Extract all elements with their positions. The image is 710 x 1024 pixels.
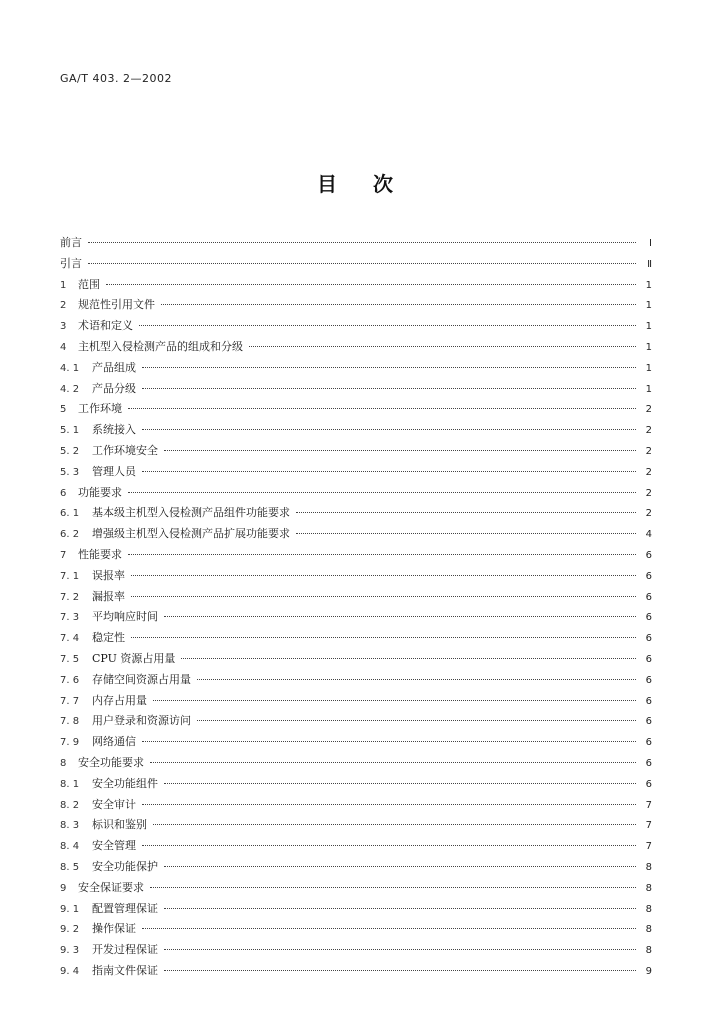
- toc-entry[interactable]: [60, 566, 652, 587]
- toc-entry-number: 5. 3: [60, 466, 80, 478]
- toc-entry[interactable]: [60, 815, 652, 836]
- toc-entry-number: 9. 3: [60, 945, 80, 957]
- toc-entry-label: 管理人员: [92, 464, 136, 478]
- toc-entry-number: 7. 4: [60, 633, 80, 645]
- toc-entry[interactable]: [60, 358, 652, 379]
- toc-dot-leader: [197, 720, 636, 721]
- toc-entry[interactable]: [60, 795, 652, 816]
- toc-entry[interactable]: [60, 711, 652, 732]
- toc-entry-label: 引言: [60, 256, 82, 270]
- toc-entry-page: 6: [645, 549, 652, 561]
- toc-entry-label: 安全功能保护: [92, 859, 158, 873]
- toc-entry-number: 7. 7: [60, 695, 80, 707]
- toc-dot-leader: [150, 762, 636, 763]
- toc-dot-leader: [142, 388, 636, 389]
- toc-entry[interactable]: [60, 940, 652, 961]
- toc-entry[interactable]: [60, 254, 652, 275]
- toc-entry-label: 功能要求: [78, 485, 122, 499]
- toc-entry-page: 2: [645, 404, 652, 416]
- toc-entry-page: 6: [645, 778, 652, 790]
- toc-dot-leader: [164, 616, 636, 617]
- toc-entry-label: 系统接入: [92, 423, 136, 437]
- toc-dot-leader: [150, 887, 636, 888]
- toc-entry-label: 平均响应时间: [92, 610, 158, 624]
- toc-entry-page: 1: [645, 279, 652, 291]
- toc-entry-page: 6: [645, 674, 652, 686]
- toc-entry-number: 9. 1: [60, 903, 80, 915]
- toc-entry-page: 7: [645, 799, 652, 811]
- toc-entry[interactable]: [60, 275, 652, 296]
- toc-entry[interactable]: [60, 836, 652, 857]
- toc-entry-label: 稳定性: [92, 631, 125, 645]
- toc-entry-number: 5: [60, 404, 67, 416]
- table-of-contents: [60, 233, 652, 982]
- toc-entry-label: 产品分级: [92, 381, 136, 395]
- toc-entry-page: 2: [645, 508, 652, 520]
- toc-dot-leader: [131, 637, 636, 638]
- toc-dot-leader: [249, 346, 636, 347]
- toc-dot-leader: [131, 596, 636, 597]
- toc-dot-leader: [153, 700, 636, 701]
- toc-entry-page: 2: [645, 445, 652, 457]
- toc-dot-leader: [88, 263, 636, 264]
- toc-dot-leader: [164, 908, 636, 909]
- title-char-1: 目: [317, 172, 337, 196]
- toc-entry-number: 7. 2: [60, 591, 80, 603]
- toc-entry[interactable]: [60, 961, 652, 982]
- page-title: [0, 168, 710, 197]
- toc-entry-number: 8. 1: [60, 778, 80, 790]
- toc-entry-number: 5. 2: [60, 445, 80, 457]
- toc-entry-number: 4. 1: [60, 362, 80, 374]
- toc-entry-number: 3: [60, 321, 67, 333]
- toc-entry-label: 规范性引用文件: [78, 298, 155, 312]
- title-char-2: 次: [373, 172, 393, 196]
- toc-entry-label: 指南文件保证: [92, 963, 158, 977]
- toc-entry[interactable]: [60, 295, 652, 316]
- toc-dot-leader: [142, 928, 636, 929]
- toc-entry[interactable]: [60, 483, 652, 504]
- toc-entry-number: 1: [60, 279, 67, 291]
- toc-dot-leader: [142, 845, 636, 846]
- toc-entry-label: 工作环境安全: [92, 443, 158, 457]
- toc-entry-label: 主机型入侵检测产品的组成和分级: [78, 339, 243, 353]
- toc-dot-leader: [296, 533, 636, 534]
- toc-dot-leader: [106, 284, 636, 285]
- toc-entry-number: 7. 5: [60, 653, 80, 665]
- toc-entry[interactable]: [60, 524, 652, 545]
- toc-entry[interactable]: [60, 337, 652, 358]
- toc-entry-label: CPU 资源占用量: [92, 651, 176, 665]
- toc-entry[interactable]: [60, 857, 652, 878]
- toc-entry-page: 9: [645, 965, 652, 977]
- toc-entry-page: 2: [645, 487, 652, 499]
- toc-entry-label: 操作保证: [92, 922, 136, 936]
- toc-entry-page: 1: [645, 321, 652, 333]
- toc-dot-leader: [164, 970, 636, 971]
- toc-entry-number: 5. 1: [60, 425, 80, 437]
- toc-dot-leader: [142, 367, 636, 368]
- toc-entry[interactable]: [60, 670, 652, 691]
- toc-entry-page: 6: [645, 653, 652, 665]
- toc-entry-number: 4: [60, 341, 67, 353]
- toc-entry-label: 标识和鉴别: [92, 818, 147, 832]
- toc-entry-label: 安全审计: [92, 797, 136, 811]
- toc-entry-number: 7. 6: [60, 674, 80, 686]
- toc-entry-label: 误报率: [92, 568, 125, 582]
- toc-entry-page: 1: [645, 362, 652, 374]
- toc-entry[interactable]: [60, 462, 652, 483]
- toc-entry-number: 2: [60, 300, 67, 312]
- toc-entry-page: Ⅰ: [649, 238, 652, 249]
- toc-entry-label: 工作环境: [78, 402, 122, 416]
- toc-entry-number: 6. 1: [60, 508, 80, 520]
- toc-entry[interactable]: [60, 545, 652, 566]
- toc-entry[interactable]: [60, 899, 652, 920]
- toc-entry-page: 4: [645, 529, 652, 541]
- toc-entry[interactable]: [60, 878, 652, 899]
- toc-entry[interactable]: [60, 316, 652, 337]
- toc-entry-label: 内存占用量: [92, 693, 147, 707]
- toc-entry-page: 6: [645, 757, 652, 769]
- toc-entry-number: 8. 5: [60, 861, 80, 873]
- toc-entry-label: 产品组成: [92, 360, 136, 374]
- toc-entry-number: 4. 2: [60, 383, 80, 395]
- toc-entry-number: 7. 1: [60, 570, 80, 582]
- toc-entry-number: 6. 2: [60, 529, 80, 541]
- toc-entry-page: 6: [645, 716, 652, 728]
- toc-entry-page: 8: [645, 882, 652, 894]
- toc-entry[interactable]: [60, 379, 652, 400]
- toc-entry-number: 8: [60, 757, 67, 769]
- toc-entry-page: 8: [645, 945, 652, 957]
- toc-entry[interactable]: [60, 420, 652, 441]
- toc-dot-leader: [128, 408, 636, 409]
- toc-dot-leader: [88, 242, 636, 243]
- toc-entry-page: 8: [645, 924, 652, 936]
- toc-dot-leader: [296, 512, 636, 513]
- toc-entry-number: 8. 4: [60, 841, 80, 853]
- toc-entry-page: Ⅱ: [647, 258, 652, 270]
- toc-entry-number: 9: [60, 882, 67, 894]
- toc-entry-label: 安全功能组件: [92, 776, 158, 790]
- toc-entry-page: 6: [645, 695, 652, 707]
- toc-entry-number: 9. 4: [60, 965, 80, 977]
- toc-entry-page: 7: [645, 820, 652, 832]
- toc-dot-leader: [197, 679, 636, 680]
- toc-entry-page: 8: [645, 903, 652, 915]
- toc-dot-leader: [139, 325, 636, 326]
- toc-entry-page: 2: [645, 466, 652, 478]
- toc-entry-number: 6: [60, 487, 67, 499]
- toc-entry-page: 7: [645, 841, 652, 853]
- toc-entry-page: 1: [645, 300, 652, 312]
- toc-entry[interactable]: [60, 503, 652, 524]
- toc-dot-leader: [128, 554, 636, 555]
- toc-dot-leader: [131, 575, 636, 576]
- toc-entry-label: 存储空间资源占用量: [92, 672, 191, 686]
- toc-dot-leader: [164, 783, 636, 784]
- toc-entry-label: 配置管理保证: [92, 901, 158, 915]
- toc-entry-page: 6: [645, 737, 652, 749]
- toc-entry[interactable]: [60, 774, 652, 795]
- toc-entry[interactable]: [60, 753, 652, 774]
- toc-entry-number: 8. 2: [60, 799, 80, 811]
- toc-entry-number: 7. 9: [60, 737, 80, 749]
- toc-dot-leader: [142, 471, 636, 472]
- toc-dot-leader: [142, 741, 636, 742]
- toc-dot-leader: [164, 949, 636, 950]
- toc-entry-number: 7. 3: [60, 612, 80, 624]
- toc-entry-number: 9. 2: [60, 924, 80, 936]
- toc-entry-number: 7: [60, 549, 67, 561]
- toc-dot-leader: [164, 450, 636, 451]
- toc-dot-leader: [128, 492, 636, 493]
- toc-entry[interactable]: [60, 607, 652, 628]
- toc-entry[interactable]: [60, 919, 652, 940]
- toc-entry-label: 安全功能要求: [78, 755, 144, 769]
- toc-entry[interactable]: [60, 649, 652, 670]
- toc-entry-label: 网络通信: [92, 735, 136, 749]
- toc-entry-label: 性能要求: [78, 547, 122, 561]
- toc-dot-leader: [164, 866, 636, 867]
- toc-entry[interactable]: [60, 587, 652, 608]
- toc-dot-leader: [161, 304, 636, 305]
- toc-entry[interactable]: [60, 399, 652, 420]
- toc-entry-page: 6: [645, 612, 652, 624]
- toc-entry-label: 开发过程保证: [92, 943, 158, 957]
- toc-entry-label: 安全保证要求: [78, 880, 144, 894]
- toc-entry-label: 范围: [78, 277, 100, 291]
- toc-entry-label: 安全管理: [92, 839, 136, 853]
- toc-entry-label: 漏报率: [92, 589, 125, 603]
- toc-entry[interactable]: [60, 732, 652, 753]
- toc-entry-page: 6: [645, 570, 652, 582]
- toc-entry[interactable]: [60, 233, 652, 254]
- toc-dot-leader: [142, 804, 636, 805]
- toc-entry-number: 7. 8: [60, 716, 80, 728]
- toc-entry-page: 6: [645, 633, 652, 645]
- standard-code: GA/T 403. 2—2002: [60, 72, 172, 85]
- toc-entry-page: 2: [645, 425, 652, 437]
- toc-entry-label: 前言: [60, 236, 82, 249]
- toc-entry-label: 术语和定义: [78, 319, 133, 333]
- toc-entry-page: 1: [645, 341, 652, 353]
- toc-entry-page: 8: [645, 861, 652, 873]
- toc-entry-number: 8. 3: [60, 820, 80, 832]
- toc-entry[interactable]: [60, 441, 652, 462]
- toc-entry-label: 用户登录和资源访问: [92, 714, 191, 728]
- toc-entry-page: 6: [645, 591, 652, 603]
- toc-entry-label: 基本级主机型入侵检测产品组件功能要求: [92, 506, 290, 520]
- toc-entry[interactable]: [60, 628, 652, 649]
- toc-entry-page: 1: [645, 383, 652, 395]
- toc-dot-leader: [142, 429, 636, 430]
- toc-entry-label: 增强级主机型入侵检测产品扩展功能要求: [92, 527, 290, 541]
- toc-dot-leader: [181, 658, 636, 659]
- toc-dot-leader: [153, 824, 636, 825]
- toc-entry[interactable]: [60, 691, 652, 712]
